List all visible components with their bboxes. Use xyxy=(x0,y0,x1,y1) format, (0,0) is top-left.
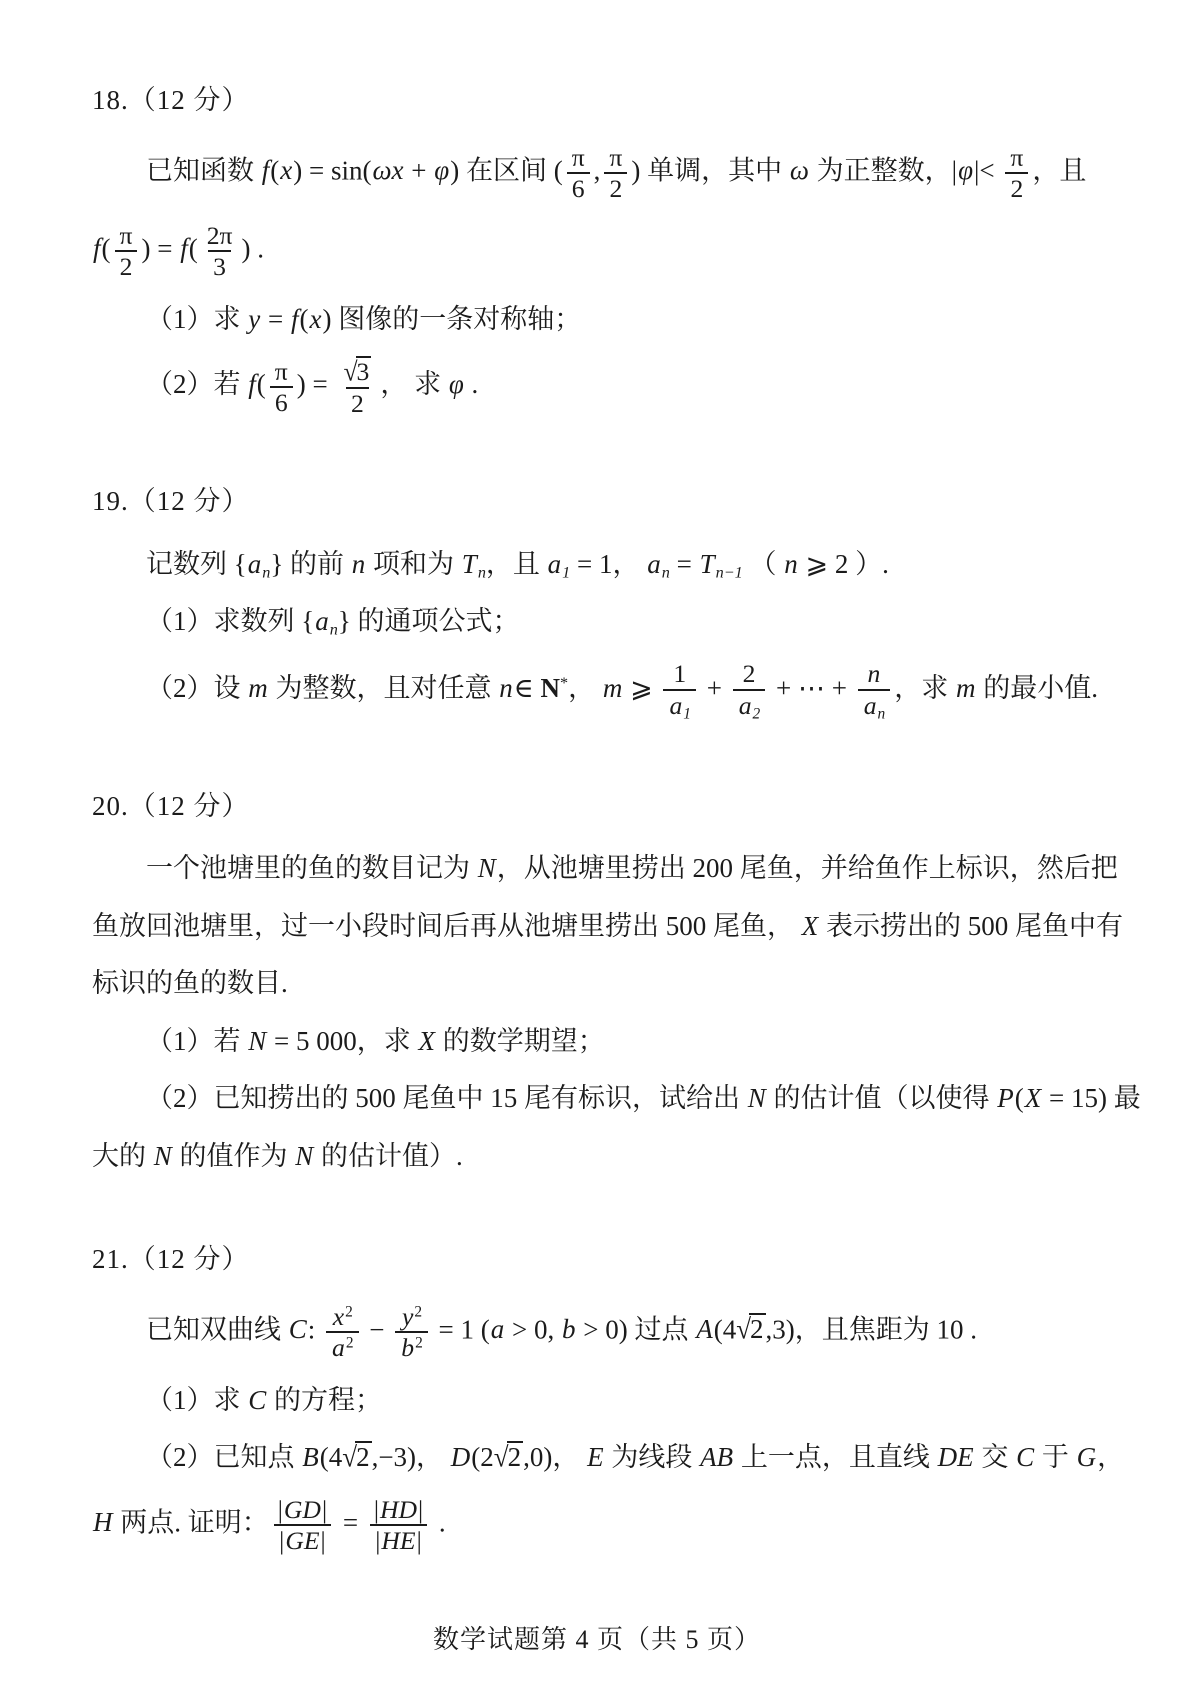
page-footer: 数学试题第 4 页（共 5 页） xyxy=(432,1624,761,1654)
problem-21-heading: 21.（12 分） xyxy=(92,1244,250,1275)
problem-19-intro: 记数列 {an} 的前 n 项和为 Tn，且 a1 = 1， an = Tn−1 （ n ⩾ 2 ）. xyxy=(146,548,889,582)
problem-20-heading: 20.（12 分） xyxy=(92,790,250,821)
problem-18-equation: f( $\frac{\pi}{2}$ ) = f( $\frac{2\pi}{3}$ ) . xyxy=(93,220,264,281)
problem-20-paragraph-line-2: 鱼放回池塘里，过一小段时间后再从池塘里捞出 500 尾鱼， X 表示捞出的 500 尾鱼中有 xyxy=(92,910,1123,941)
problem-20 xyxy=(92,786,1141,1194)
problem-21-intro: 已知双曲线 C: $\frac{x^2}{a^2}$ − $\frac{y^2}{b^2}$ = 1 (a > 0, b > 0) 过点 A(4√2,3)，且焦距为 10 . xyxy=(146,1301,978,1363)
problem-19-heading: 19.（12 分） xyxy=(92,486,250,516)
problem-19-part-2: （2）设 m 为整数，且对任意 n∈ N*， m ⩾ $\frac{1}{a1}$ + $\frac{2}{a2}$ + ⋯ + $\frac{n}{an}$ ，求 m 的最小值. xyxy=(146,659,1098,722)
problem-19 xyxy=(92,481,1102,740)
problem-21-part-2-line-2: H 两点. 证明： $\frac{|GD|}{|GE|}$ = $\frac{|HD|}{|HE|}$ . xyxy=(93,1494,446,1556)
problem-20-paragraph-line-3: 标识的鱼的数目. xyxy=(92,968,288,999)
problem-21-part-2-line-1: （2）已知点 B(4√2,−3)， D(2√2,0)， E 为线段 AB 上一点，且直线 DE 交 C 于 G， xyxy=(146,1441,1125,1473)
problem-18-intro: 已知函数 f(x) = sin(ωx + φ) 在区间 ( $\frac{\pi}{6}$ , $\frac{\pi}{2}$ ) 单调，其中 ω 为正整数，|φ|< $\frac{\pi}{2}$ ，且 xyxy=(146,142,1087,203)
problem-20-part-2-line-1: （2）已知捞出的 500 尾鱼中 15 尾有标识，试给出 N 的估计值（以使得 P(X = 15) 最 xyxy=(146,1083,1141,1114)
problem-20-paragraph-line-1: 一个池塘里的鱼的数目记为 N，从池塘里捞出 200 尾鱼，并给鱼作上标识，然后把 xyxy=(146,853,1118,884)
problem-18-part-2: （2）若 f( $\frac{\pi}{6}$ ) = $\frac{√3}{2}$ ， 求 φ . xyxy=(146,356,479,418)
problem-20-part-1: （1）若 N = 5 000，求 X 的数学期望； xyxy=(146,1025,605,1056)
problem-21 xyxy=(92,1239,1125,1573)
problem-20-part-2-line-2: 大的 N 的值作为 N 的估计值）. xyxy=(92,1140,463,1171)
problem-18-part-1: （1）求 y = f(x) 图像的一条对称轴； xyxy=(146,303,582,334)
problem-18 xyxy=(92,80,1102,435)
problem-19-part-1: （1）求数列 {an} 的通项公式； xyxy=(146,606,520,639)
problem-21-part-1: （1）求 C 的方程； xyxy=(146,1384,383,1415)
problem-18-heading: 18.（12 分） xyxy=(92,85,250,115)
